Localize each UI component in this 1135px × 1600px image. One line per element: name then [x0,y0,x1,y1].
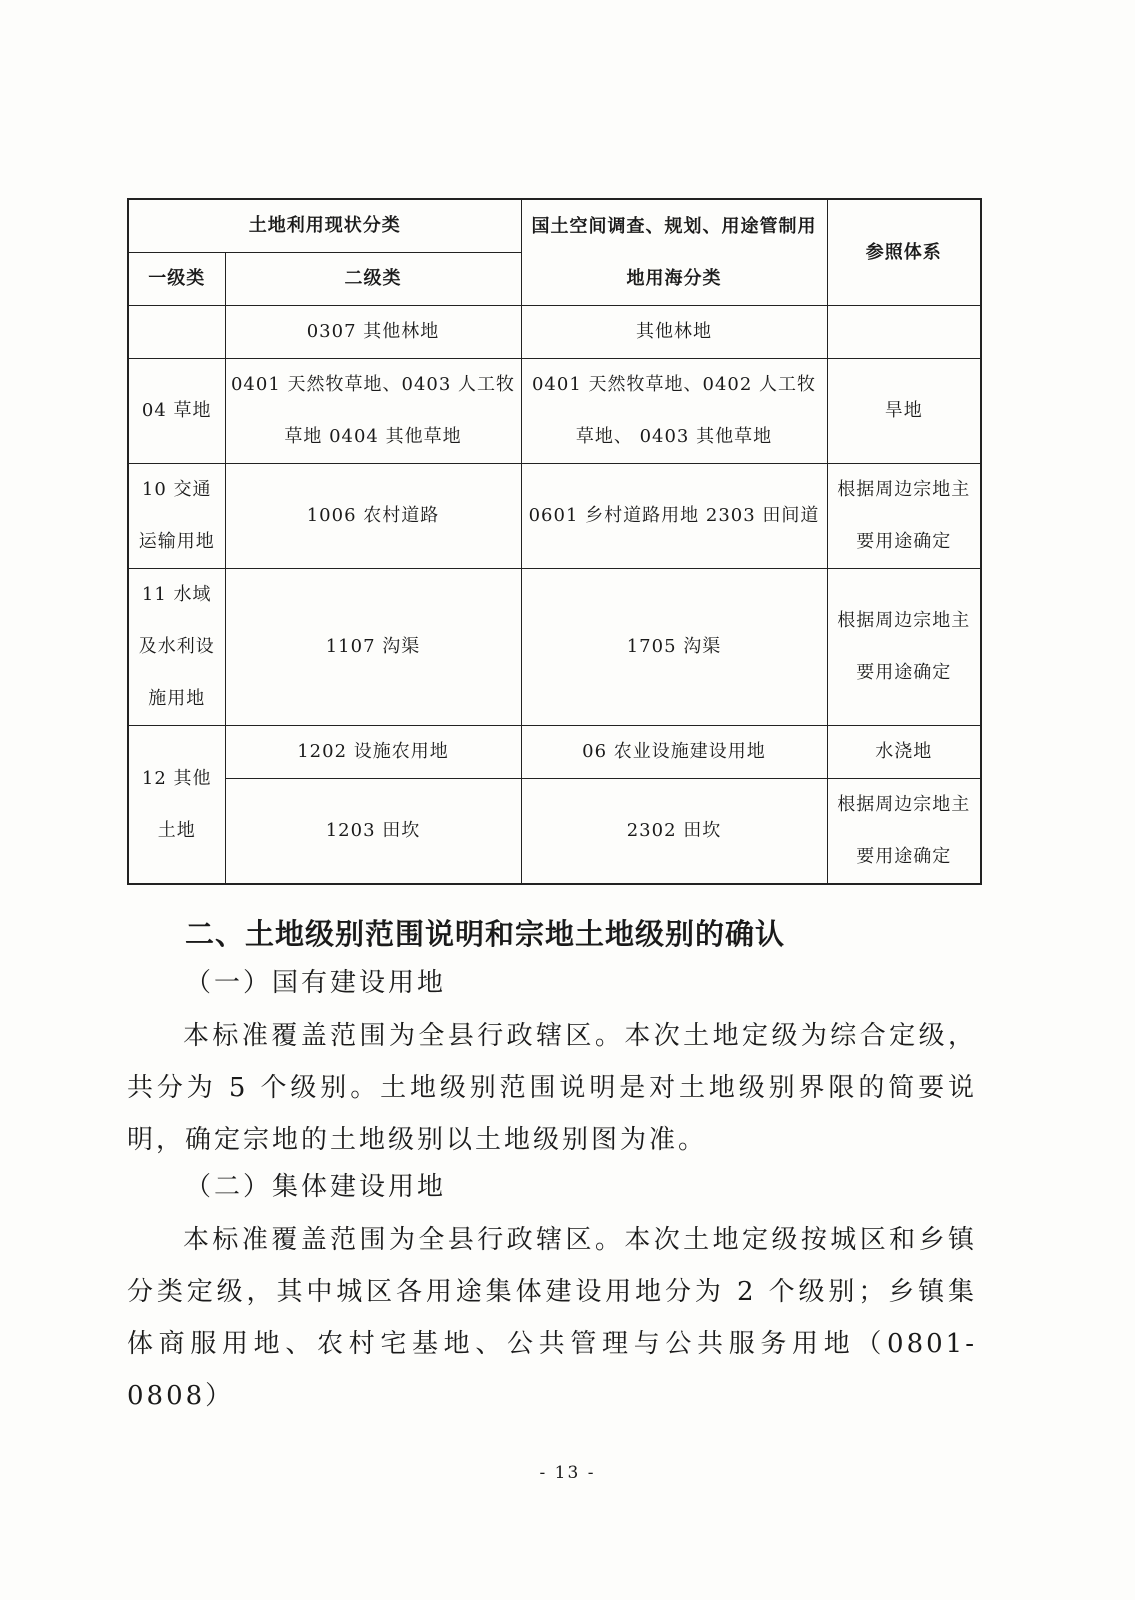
paragraph-collective: 本标准覆盖范围为全县行政辖区。本次土地定级按城区和乡镇分类定级，其中城区各用途集体建设用地分为 2 个级别；乡镇集体商服用地、农村宅基地、公共管理与公共服务用地（0801-0808） [127,1225,977,1411]
cell-spatial: 其他林地 [521,306,827,359]
table-row [128,359,981,464]
cell-level1: 04 草地 [128,359,225,464]
section-title: 二、土地级别范围说明和宗地土地级别的确认 [185,917,786,951]
header-level1: 一级类 [128,253,225,306]
header-reference: 参照体系 [827,199,981,306]
cell-spatial: 0401 天然牧草地、0402 人工牧草地、 0403 其他草地 [521,359,827,464]
cell-level1 [128,306,225,359]
cell-reference [827,306,981,359]
cell-reference: 根据周边宗地主要用途确定 [827,464,981,569]
cell-reference: 根据周边宗地主要用途确定 [827,779,981,885]
cell-spatial: 06 农业设施建设用地 [521,726,827,779]
cell-level2: 0401 天然牧草地、0403 人工牧草地 0404 其他草地 [225,359,521,464]
paragraph-state-owned: 本标准覆盖范围为全县行政辖区。本次土地定级为综合定级，共分为 5 个级别。土地级别范围说明是对土地级别界限的简要说明，确定宗地的土地级别以土地级别图为准。 [127,1021,977,1155]
table-header-row [128,199,981,253]
cell-reference: 根据周边宗地主要用途确定 [827,569,981,726]
table-row [128,569,981,726]
cell-level1: 12 其他土地 [128,726,225,885]
land-classification-table [127,198,982,885]
page-number: - 13 - [539,1463,596,1483]
cell-level2: 1203 田坎 [225,779,521,885]
cell-level1: 10 交通运输用地 [128,464,225,569]
header-level2: 二级类 [225,253,521,306]
cell-spatial: 0601 乡村道路用地 2303 田间道 [521,464,827,569]
cell-reference: 水浇地 [827,726,981,779]
cell-reference: 旱地 [827,359,981,464]
table-row [128,306,981,359]
header-spatial-class: 国土空间调查、规划、用途管制用地用海分类 [521,199,827,306]
subsection-title-state-owned: （一）国有建设用地 [185,968,447,998]
table-row [128,779,981,885]
cell-level1: 11 水域及水利设施用地 [128,569,225,726]
table-row [128,464,981,569]
cell-spatial: 2302 田坎 [521,779,827,885]
cell-level2: 1202 设施农用地 [225,726,521,779]
table-row [128,726,981,779]
header-current-class: 土地利用现状分类 [128,199,521,253]
cell-level2: 0307 其他林地 [225,306,521,359]
subsection-title-collective: （二）集体建设用地 [185,1172,447,1202]
cell-spatial: 1705 沟渠 [521,569,827,726]
cell-level2: 1006 农村道路 [225,464,521,569]
cell-level2: 1107 沟渠 [225,569,521,726]
